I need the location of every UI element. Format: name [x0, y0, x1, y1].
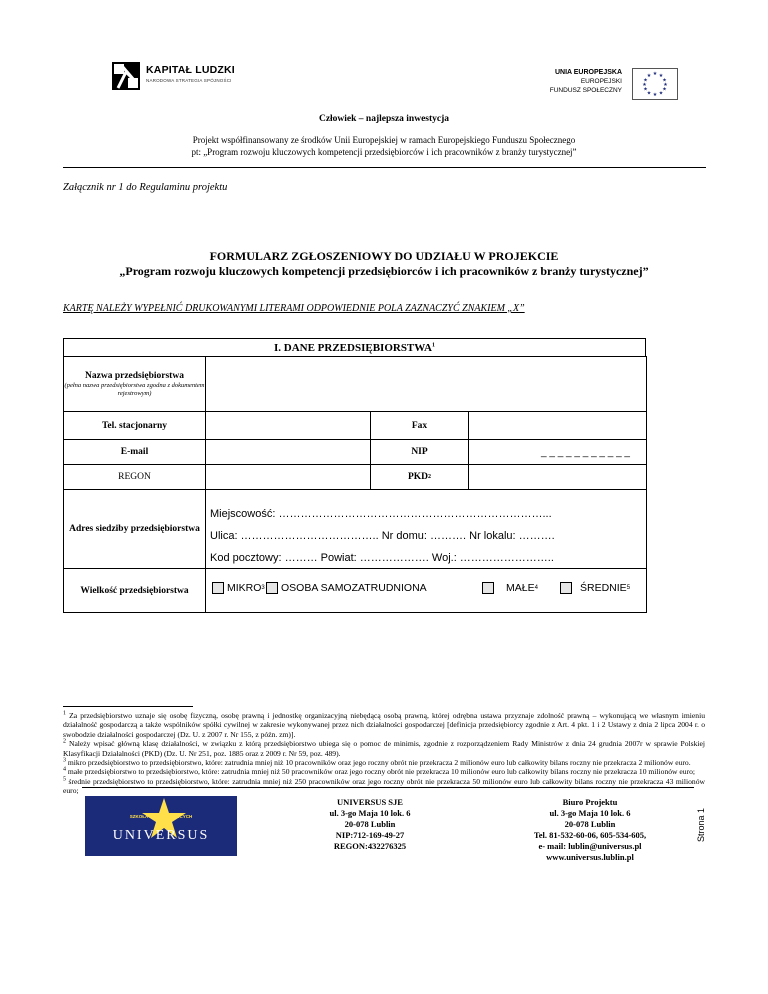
pkd-field[interactable] [469, 465, 646, 490]
address-city-line[interactable]: Miejscowość: ………………………………………………………………... [210, 508, 552, 520]
svg-text:★: ★ [642, 82, 647, 88]
nip-label: NIP [411, 447, 428, 457]
size-option-medium[interactable]: ŚREDNIE 5 [560, 582, 630, 594]
svg-text:★: ★ [652, 92, 658, 98]
footnote-4-text: małe przedsiębiorstwo to przedsiębiorstwo, które: zatrudnia mniej niż 50 pracowników oraz jego roczny obrót nie przekracza 10 milionów euro lub całkowity bilans roczny nie przekracza 10 milionów euro; [66, 767, 696, 777]
size-medium-label: ŚREDNIE [580, 582, 627, 594]
eu-logo-text [550, 68, 622, 95]
footnote-4-number: 4 [63, 766, 66, 773]
company-size-label: Wielkość przedsiębiorstwa [80, 585, 189, 596]
page-number: Strona 1 [696, 807, 706, 842]
section-title-text: I. DANE PRZEDSIĘBIORSTWA [273, 342, 432, 354]
footer-divider [82, 787, 694, 788]
footer-office-line: Biuro Projektu [562, 797, 618, 807]
footer-company-info [300, 797, 440, 852]
form-subtitle: „Program rozwoju kluczowych kompetencji przedsiębiorców i ich pracowników z branży turystycznej” [119, 264, 649, 278]
footer-company-line: ul. 3-go Maja 10 lok. 6 [329, 808, 411, 818]
company-size-label-cell [64, 569, 206, 612]
footnote-1-number: 1 [63, 710, 66, 717]
phone-label-cell [64, 412, 206, 440]
footnote-5-number: 5 [63, 776, 66, 783]
footer-office-email[interactable]: e- mail: lublin@universus.pl [538, 841, 642, 851]
attachment-label: Załącznik nr 1 do Regulaminu projektu [63, 182, 228, 193]
footnote-2 [63, 739, 705, 758]
footnotes [63, 711, 705, 796]
address-label-cell [64, 490, 206, 569]
fax-label-cell [371, 412, 469, 440]
footer-office-info [505, 797, 675, 863]
nip-placeholder: _ _ _ _ _ _ _ _ _ _ _ [541, 446, 630, 458]
fill-instruction: KARTĘ NALEŻY WYPEŁNIĆ DRUKOWANYMI LITERAMI ODPOWIEDNIE POLA ZAZNACZYĆ ZNAKIEM „X” [63, 303, 525, 314]
address-postal-line[interactable]: Kod pocztowy: ……… Powiat: ………………. Woj.: …………………….. [210, 552, 554, 564]
footnote-3-text: mikro przedsiębiorstwo to przedsiębiorstwo, które: zatrudnia mniej niż 10 pracowników oraz jego roczny obrót nie przekracza 2 milionów euro lub całkowity bilans roczny nie przekracza 2 milionów euro. [66, 758, 691, 768]
fax-label: Fax [411, 420, 428, 431]
footnote-1 [63, 711, 705, 739]
kapital-ludzki-emblem-icon [108, 58, 144, 94]
footer-office-line: Tel. 81-532-60-06, 605-534-605, [533, 830, 647, 840]
email-field[interactable] [206, 440, 371, 465]
phone-label: Tel. stacjonarny [101, 420, 168, 431]
email-label-cell [64, 440, 206, 465]
footnote-1-text: Za przedsiębiorstwo uznaje się osobę fizyczną, osobę prawną i jednostkę organizacyjną niebędącą osobą prawną, której odrębna ustawa przyznaje zdolność prawną – wykonującą we własnym imieniu działalność gospodarczą a także wspólników spółki cywilnej w zakresie wykonywanej przez nich działalności gospodarczej [definicja przedsiębiorcy zgodnie z Art. 4 pkt. 1 i 2 Ustawy z dnia 2 lipca 2004 r. o swobodzie działalności gospodarczej (Dz. U. z 2007 r. Nr 155, z późn. zm)]. [63, 711, 705, 739]
svg-text:★: ★ [652, 71, 658, 77]
nip-label-cell [371, 440, 469, 465]
company-data-table [63, 356, 647, 613]
eu-flag-icon [632, 68, 678, 100]
footnotes-divider [63, 706, 193, 707]
kapital-ludzki-logo [108, 58, 258, 96]
size-option-self-employed[interactable] [266, 582, 427, 594]
section-title [63, 338, 646, 356]
footer-company-line: 20-078 Lublin [344, 819, 396, 829]
size-self-employed-checkbox[interactable] [266, 582, 278, 594]
project-cofinancing-line: Projekt współfinansowany ze środków Unii Europejskiej w ramach Europejskiego Funduszu Społecznego [192, 135, 576, 145]
universus-logo-name: UNIVERSUS [112, 828, 210, 843]
svg-text:★: ★ [643, 86, 648, 93]
svg-text:★: ★ [646, 90, 652, 97]
address-street-line[interactable]: Ulica: ……………………………….. Nr domu: ………. Nr lokalu: ………. [210, 530, 555, 542]
svg-text:★: ★ [662, 77, 667, 84]
kapital-ludzki-subtitle: NARODOWA STRATEGIA SPÓJNOŚCI [146, 78, 232, 83]
svg-text:★: ★ [643, 77, 648, 84]
form-title: FORMULARZ ZGŁOSZENIOWY DO UDZIAŁU W PROJEKCIE [209, 249, 559, 263]
pkd-label: PKD [407, 472, 429, 482]
footer-company-line: NIP:712-169-49-27 [335, 830, 405, 840]
universus-logo [85, 796, 237, 856]
nip-field[interactable] [469, 440, 646, 465]
size-option-small[interactable]: MAŁE 4 [482, 582, 538, 594]
footer-office-website[interactable]: www.universus.lublin.pl [546, 852, 634, 862]
footnote-5-text: średnie przedsiębiorstwo to przedsiębiorstwo, które: zatrudnia mniej niż 250 pracowników oraz jego roczny obrót nie przekracza 50 milionów euro lub całkowity bilans roczny nie przekracza 43 milionów euro; [63, 776, 705, 796]
footnote-2-text: Należy wpisać główną klasę działalności, w związku z którą przedsiębiorstwo ubiega się o pomoc de minimis, zgodnie z rozporządzeniem Rady Ministrów z dnia 24 grudnia 2007r w sprawie Polskiej Klasyfikacji Działalności (PKD) (Dz. U. Nr 251, poz. 1885 oraz z 2009 r. Nr 59, poz. 489). [63, 739, 705, 758]
size-medium-checkbox[interactable] [560, 582, 572, 594]
svg-text:★: ★ [646, 73, 652, 79]
project-title-line: pt: „Program rozwoju kluczowych kompetencji przedsiębiorców i ich pracowników z branży turystycznej” [191, 147, 577, 157]
eu-logo-line1: UNIA EUROPEJSKA [554, 69, 622, 76]
footnote-2-number: 2 [63, 738, 66, 745]
kapital-ludzki-title: KAPITAŁ LUDZKI [146, 64, 235, 76]
company-name-label-cell [64, 357, 206, 412]
size-self-employed-label: OSOBA SAMOZATRUDNIONA [281, 582, 427, 594]
regon-label: REGON [118, 472, 151, 482]
regon-label-cell [64, 465, 206, 490]
footnote-3-number: 3 [63, 757, 66, 764]
fax-field[interactable] [469, 412, 646, 440]
eu-logo-line3: FUNDUSZ SPOŁECZNY [549, 87, 622, 94]
svg-text:★: ★ [658, 73, 664, 79]
svg-text:★: ★ [662, 86, 667, 93]
email-label: E-mail [120, 447, 149, 457]
footnote-4 [63, 767, 705, 776]
footer-office-line: 20-078 Lublin [564, 819, 616, 829]
slogan: Człowiek – najlepsza inwestycja [318, 114, 450, 124]
eu-logo-line2: EUROPEJSKI [580, 78, 622, 85]
size-micro-label: MIKRO [227, 582, 262, 594]
footer-company-line: REGON:432276325 [333, 841, 407, 851]
company-name-field[interactable] [206, 357, 646, 412]
svg-text:★: ★ [658, 90, 664, 97]
eu-logo [518, 68, 678, 104]
regon-field[interactable] [206, 465, 371, 490]
section-title-footnote-ref: 1 [432, 342, 435, 349]
size-option-micro[interactable]: MIKRO 3 [212, 582, 265, 594]
size-micro-checkbox[interactable] [212, 582, 224, 594]
size-small-label: MAŁE [506, 582, 535, 594]
svg-text:★: ★ [663, 82, 668, 88]
pkd-label-cell: PKD 2 [371, 465, 469, 490]
phone-field[interactable] [206, 412, 371, 440]
universus-logo-subtitle: SZKOŁA JĘZYKÓW OBCYCH [129, 814, 193, 819]
size-small-checkbox[interactable] [482, 582, 494, 594]
address-label: Adres siedziby przedsiębiorstwa [69, 524, 200, 534]
footer-office-line: ul. 3-go Maja 10 lok. 6 [549, 808, 631, 818]
company-name-label: Nazwa przedsiębiorstwa [85, 371, 184, 381]
company-name-hint: (pełna nazwa przedsiębiorstwa zgodna z dokumentem rejestrowym) [64, 382, 205, 397]
footer-company-line: UNIVERSUS SJE [337, 797, 403, 807]
header-divider [63, 167, 706, 168]
